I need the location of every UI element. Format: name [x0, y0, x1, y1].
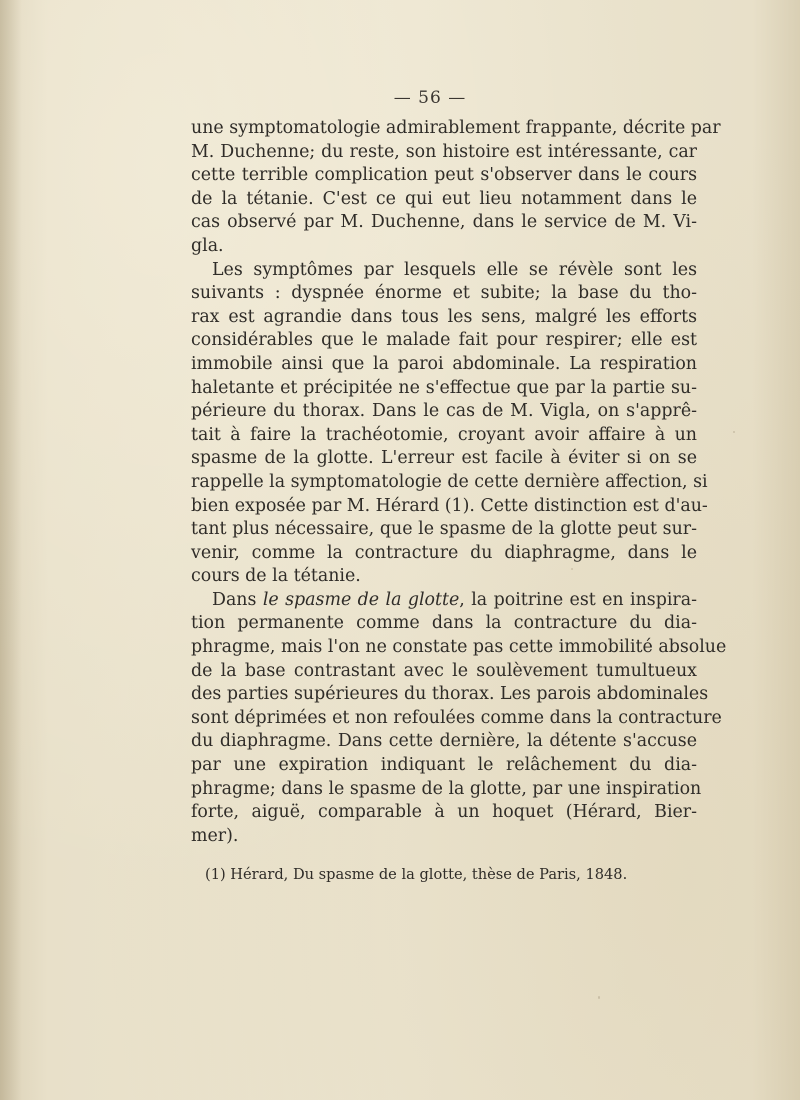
text-line: mer).	[191, 825, 239, 846]
text-line: bien exposée par M. Hérard (1). Cette distinction est d'au-	[191, 495, 708, 516]
page-edge-shadow	[0, 0, 22, 1100]
text-line: cette terrible complication peut s'observer dans le cours	[191, 165, 697, 186]
text-line: de la tétanie. C'est ce qui eut lieu notamment dans le	[191, 188, 697, 209]
text-line-with-italic	[191, 589, 697, 613]
paper-speck	[571, 568, 573, 570]
text-line: venir, comme la contracture du diaphragme, dans le	[191, 542, 697, 563]
text-line: gla.	[191, 235, 224, 256]
text-line: phragme; dans le spasme de la glotte, par une inspiration	[191, 778, 702, 799]
text-line: du diaphragme. Dans cette dernière, la détente s'accuse	[191, 731, 697, 752]
text-fragment: , la poitrine est en inspira-	[459, 589, 697, 610]
text-line: par une expiration indiquant le relâchement du dia-	[191, 755, 697, 776]
text-line: des parties supérieures du thorax. Les parois abdominales	[191, 684, 709, 705]
text-line: tion permanente comme dans la contracture du dia-	[191, 613, 697, 634]
text-line: haletante et précipitée ne s'effectue que par la partie su-	[191, 377, 697, 398]
text-line: sont déprimées et non refoulées comme dans la contracture	[191, 707, 722, 728]
paragraph-3	[191, 589, 727, 849]
paragraph-2	[191, 259, 708, 589]
text-line: rappelle la symptomatologie de cette dernière affection, si	[191, 471, 708, 492]
footnote: (1) Hérard, Du spasme de la glotte, thèse de Paris, 1848.	[205, 866, 628, 883]
text-line: rax est agrandie dans tous les sens, malgré les efforts	[191, 306, 697, 327]
paper-speck	[598, 996, 600, 999]
text-line: cours de la tétanie.	[191, 566, 361, 587]
text-line: de la base contrastant avec le soulèvement tumultueux	[191, 660, 697, 681]
body-text	[191, 117, 727, 848]
text-line: tant plus nécessaire, que le spasme de la glotte peut sur-	[191, 519, 697, 540]
text-line: tait à faire la trachéotomie, croyant avoir affaire à un	[191, 424, 697, 445]
text-line: forte, aiguë, comparable à un hoquet (Hérard, Bier-	[191, 802, 697, 823]
page-number: — 56 —	[393, 88, 467, 108]
text-line: phragme, mais l'on ne constate pas cette immobilité absolue	[191, 637, 727, 658]
text-line: une symptomatologie admirablement frappante, décrite par	[191, 118, 721, 138]
text-line: périeure du thorax. Dans le cas de M. Vigla, on s'apprê-	[191, 401, 697, 422]
text-line: Les symptômes par lesquels elle se révèle sont les	[212, 259, 697, 280]
text-line: suivants : dyspnée énorme et subite; la base du tho-	[191, 283, 697, 304]
text-line: cas observé par M. Duchenne, dans le service de M. Vi-	[191, 212, 697, 233]
paper-speck	[733, 431, 735, 433]
text-fragment: Dans	[212, 589, 263, 610]
text-line: spasme de la glotte. L'erreur est facile à éviter si on se	[191, 448, 697, 469]
paragraph-1	[191, 117, 721, 259]
italic-term: le spasme de la glotte	[262, 589, 460, 610]
text-line: immobile ainsi que la paroi abdominale. La respiration	[191, 353, 697, 374]
text-line: M. Duchenne; du reste, son histoire est intéressante, car	[191, 141, 697, 162]
text-line: considérables que le malade fait pour respirer; elle est	[191, 330, 697, 351]
